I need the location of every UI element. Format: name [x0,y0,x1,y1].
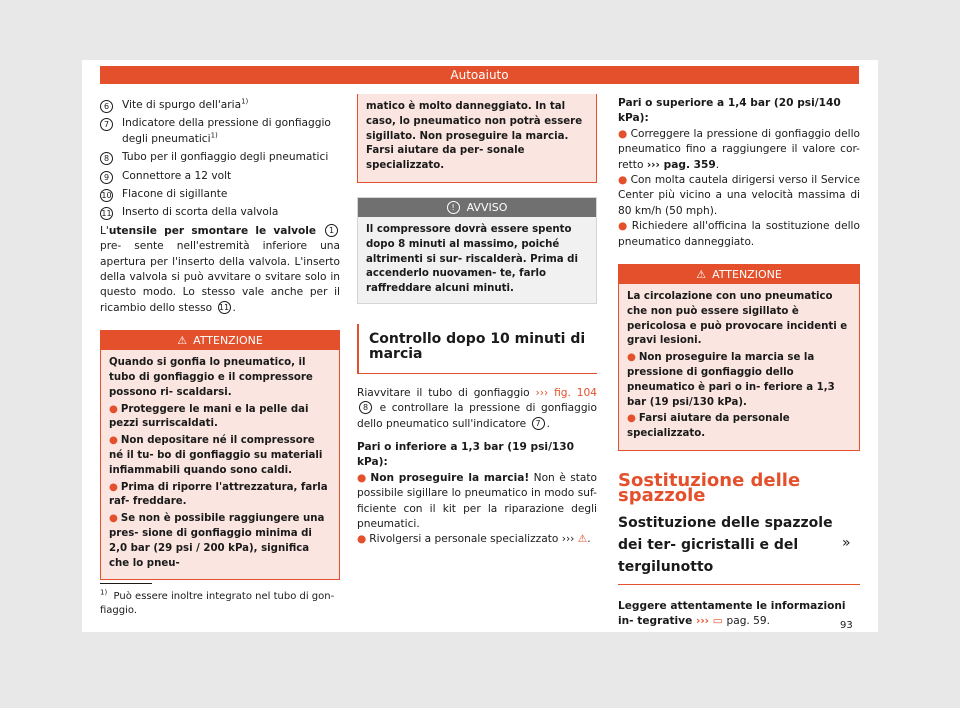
bullet-icon: ● [618,174,628,187]
footnote: $^{1)}$ Può essere inoltre integrato nel tubo di gon- fiaggio. [100,588,335,616]
page-number: 93 [840,620,853,631]
high-pressure-bullet: ● Correggere la pressione di gonfiaggio dello pneumatico fino a raggiungere il valore cor- retto ››› pag. 359. [618,127,860,171]
warning-bullet: ● Non depositare né il compressore né il tu- bo di gonfiaggio su materiali infiammabili quando sono caldi. [109,435,323,476]
warning-box [100,330,340,580]
bullet-icon: ● [618,220,629,233]
column-left [100,98,340,580]
legend-text: Tubo per il gonfiaggio degli pneumatici [122,151,329,164]
warning-intro: La circolazione con uno pneumatico che non può essere sigillato è pericolosa e può provocare incidenti e gravi lesioni. [627,291,848,347]
legend-item [100,150,340,165]
info-icon: ! [447,201,460,214]
low-pressure-heading: Pari o inferiore a 1,3 bar (19 psi/130 kPa): [357,441,575,469]
low-pressure-bullet: ● Rivolgersi a personale specializzato ››› ⚠. [357,533,591,546]
warning-body [619,284,859,450]
notice-header: ! AVVISO [358,198,596,217]
legend-item [100,187,340,202]
legend-item [100,116,340,147]
warning-body [101,350,339,579]
callout-number: 8 [359,401,372,414]
legend-text: Flacone di sigillante [122,188,228,201]
section-title-check: Controllo dopo 10 minuti di marcia [357,324,597,374]
legend-text: Indicatore della pressione di gonfiaggio degli pneumatici [122,117,331,145]
warning-bullet: ● Prima di riporre l'attrezzatura, farla raf- freddare. [109,481,328,508]
legend-number: 10 [101,191,112,201]
legend-text: Vite di spurgo dell'aria [122,99,242,111]
legend-number: 7 [100,118,113,131]
notice-box [357,197,597,304]
bullet-icon: ● [109,481,118,493]
read-note: Leggere attentamente le informazioni in- tegrative ››› ▭ pag. 59. [618,599,846,628]
warning-bullet: ● Se non è possibile raggiungere una pres- sione di gonfiaggio minima di 2,0 bar (29 psi / 200 kPa), significa che lo pneu- [109,513,325,569]
bullet-icon: ● [627,413,636,425]
bullet-icon: ● [109,403,118,415]
warning-bullet: ● Non proseguire la marcia se la pressione di gonfiaggio dello pneumatico è pari o in- feriore a 1,3 bar (19 psi/130 kPa). [627,352,835,408]
chapter-title-wipers: Sostituzione delle spazzole [618,470,801,507]
warning-triangle-icon[interactable]: ⚠ [577,533,588,546]
warning-header: ⚠ ATTENZIONE [619,265,859,284]
warning-triangle-icon: ⚠ [696,268,707,282]
section-title-wipers: Sostituzione delle spazzole dei ter- gicristalli e del tergilunotto [618,512,860,585]
warning-bullet: ● Farsi aiutare da personale specializzato. [627,413,790,440]
valve-tool-paragraph: L'utensile per smontare le valvole 1 pre- sente nell'estremità inferiore una apertura per l'inserto della valvola. L'inserto della valvola si può avvitare o svitare solo in questo modo. Lo stesso vale anche per il ricambio dello stesso 11 . [100,224,340,314]
bullet-icon: ● [618,127,628,140]
chapter-header: Autoaiuto [100,66,859,84]
high-pressure-bullet: ● Richiedere all'officina la sostituzione dello pneumatico danneggiato. [618,220,860,248]
legend-item [100,169,340,184]
callout-number: 1 [325,224,338,237]
legend-number: 8 [100,152,113,165]
footnote-ref: 1) [241,97,249,106]
callout-number: 7 [532,417,545,430]
continue-arrow: » [842,535,851,551]
warning-triangle-icon: ⚠ [177,334,188,348]
column-middle [357,96,597,548]
warning-bullet: ● Proteggere le mani e la pelle dai pezzi surriscaldati. [109,403,309,430]
legend-list [100,98,340,221]
bullet-icon: ● [627,352,636,364]
page-link[interactable]: pag. 59. [726,615,771,628]
figure-link[interactable]: fig. 104 [554,386,597,399]
bullet-icon: ● [357,471,368,484]
check-paragraph: Riavvitare il tubo di gonfiaggio ››› fig. 104 8 e controllare la pressione di gonfiaggio dello pneumatico sull'indicatore 7 . [357,386,597,430]
high-pressure-heading: Pari o superiore a 1,4 bar (20 psi/140 kPa): [618,97,841,125]
low-pressure-bullet: ● Non proseguire la marcia! Non è stato possibile sigillare lo pneumatico in modo suf- ficiente con il kit per la riparazione degli pneumatici. [357,471,598,531]
footnote-ref: 1) [210,131,218,140]
high-pressure-bullet: ● Con molta cautela dirigersi verso il Service Center più vicino a una velocità massima di 80 km/h (50 mph). [618,174,860,217]
warning-intro: Quando si gonfia lo pneumatico, il tubo di gonfiaggio e il compressore possono ri- scaldarsi. [109,357,313,398]
book-icon: ▭ [712,615,723,628]
warning-header: ⚠ ATTENZIONE [101,331,339,350]
column-right [618,96,860,630]
valve-tool-term: utensile per smontare le valvole [108,224,317,237]
legend-text: Inserto di scorta della valvola [122,206,279,219]
legend-number: 6 [100,100,113,113]
bullet-icon: ● [357,533,367,546]
warning-box-2 [618,264,860,451]
legend-item [100,98,340,113]
legend-item [100,205,340,220]
bullet-icon: ● [109,435,118,447]
notice-body: Il compressore dovrà essere spento dopo 8 minuti al massimo, poiché altrimenti si sur- riscalderà. Prima di accenderlo nuovamen- te, farlo raffreddare alcuni minuti. [358,217,596,303]
warning-box-continued: matico è molto danneggiato. In tal caso, lo pneumatico non potrà essere sigillato. Non proseguire la marcia. Farsi aiutare da per- sonale specializzato. [357,94,597,183]
page-link[interactable]: pag. 359 [663,158,716,171]
callout-number: 11 [218,302,230,312]
bullet-icon: ● [109,513,118,525]
legend-number: 11 [101,209,112,219]
legend-text: Connettore a 12 volt [122,169,232,182]
footnote-rule [100,583,152,584]
legend-number: 9 [100,171,113,184]
